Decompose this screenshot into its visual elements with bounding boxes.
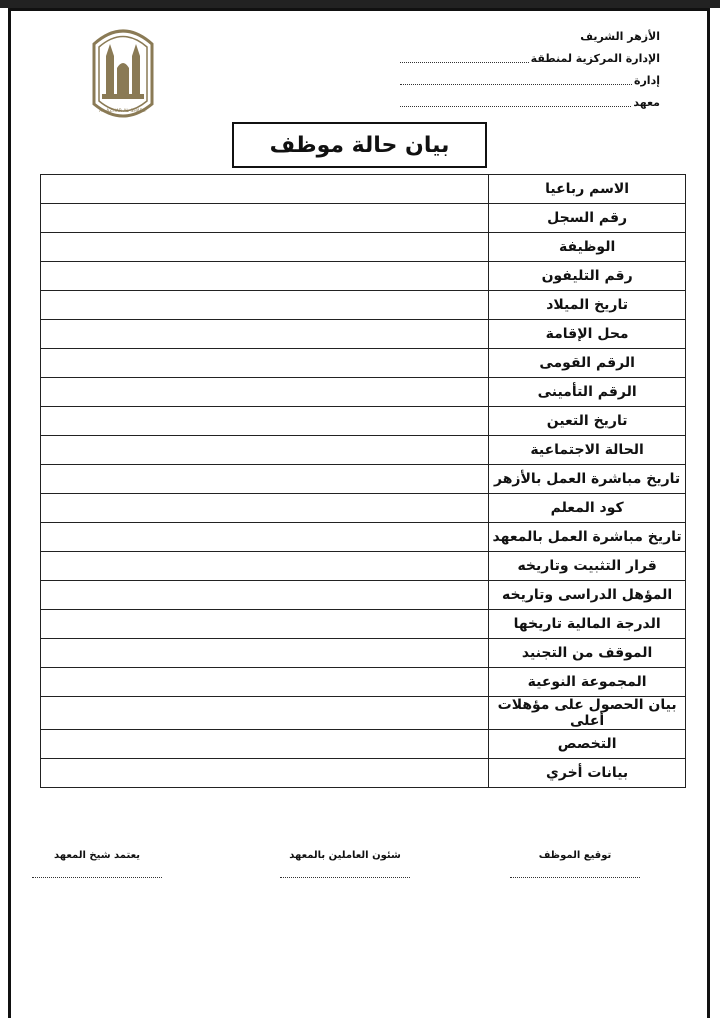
field-value[interactable]: [41, 610, 489, 639]
table-row: [41, 523, 686, 552]
institute-dotted-field: [400, 92, 631, 107]
header-block: [400, 26, 660, 114]
header-institute-line: [400, 92, 660, 114]
table-row: [41, 233, 686, 262]
employee-signature-label: توقيع الموظف: [538, 850, 612, 861]
table-row: [41, 552, 686, 581]
field-value[interactable]: [41, 759, 489, 788]
staff-affairs-signature: [280, 850, 410, 878]
field-value[interactable]: [41, 552, 489, 581]
header-institute-label: معهد: [633, 96, 660, 109]
head-approval-signature-line: [32, 875, 162, 878]
table-row: [41, 581, 686, 610]
field-value[interactable]: [41, 175, 489, 204]
table-row: [41, 610, 686, 639]
header-institution: الأزهر الشريف: [580, 30, 660, 43]
field-label: بيانات أخري: [489, 759, 686, 788]
table-row: [41, 407, 686, 436]
al-azhar-logo-icon: [82, 24, 164, 124]
field-label: رقم السجل: [489, 204, 686, 233]
field-label: الدرجة المالية تاريخها: [489, 610, 686, 639]
field-label: الموقف من التجنيد: [489, 639, 686, 668]
field-label: التخصص: [489, 730, 686, 759]
field-value[interactable]: [41, 233, 489, 262]
top-border: [0, 0, 720, 8]
field-label: الرقم القومى: [489, 349, 686, 378]
field-label: تاريخ الميلاد: [489, 291, 686, 320]
field-value[interactable]: [41, 639, 489, 668]
table-row: [41, 436, 686, 465]
header-admin-line: [400, 70, 660, 92]
table-row: [41, 175, 686, 204]
table-row: [41, 639, 686, 668]
field-label: بيان الحصول على مؤهلات أعلى: [489, 697, 686, 730]
field-value[interactable]: [41, 407, 489, 436]
table-row: [41, 320, 686, 349]
table-row: [41, 494, 686, 523]
table-row: [41, 204, 686, 233]
employee-signature-line: [510, 875, 640, 878]
head-approval-signature: [32, 850, 162, 878]
header-admin-label: إدارة: [633, 74, 660, 87]
header-institution-line: [400, 26, 660, 48]
field-label: الوظيفة: [489, 233, 686, 262]
field-value[interactable]: [41, 581, 489, 610]
field-value[interactable]: [41, 523, 489, 552]
admin-dotted-field: [400, 70, 632, 85]
field-label: قرار التثبيت وتاريخه: [489, 552, 686, 581]
central-admin-dotted-field: [400, 48, 529, 63]
field-label: الرقم التأمينى: [489, 378, 686, 407]
header-central-admin-label: الإدارة المركزية لمنطقة: [530, 52, 660, 65]
employee-signature: [510, 850, 640, 878]
table-row: [41, 349, 686, 378]
field-label: المجموعة النوعية: [489, 668, 686, 697]
table-row: [41, 759, 686, 788]
table-row: [41, 378, 686, 407]
field-value[interactable]: [41, 349, 489, 378]
table-row: [41, 262, 686, 291]
field-label: تاريخ مباشرة العمل بالمعهد: [489, 523, 686, 552]
field-value[interactable]: [41, 494, 489, 523]
table-row: [41, 465, 686, 494]
field-value[interactable]: [41, 730, 489, 759]
page-title: بيان حالة موظف: [232, 122, 487, 168]
field-label: تاريخ التعين: [489, 407, 686, 436]
field-value[interactable]: [41, 291, 489, 320]
head-approval-label: يعتمد شيخ المعهد: [54, 850, 140, 861]
table-row: [41, 668, 686, 697]
table-row: [41, 697, 686, 730]
table-row: [41, 730, 686, 759]
field-value[interactable]: [41, 465, 489, 494]
signatures-section: [40, 850, 660, 890]
field-label: كود المعلم: [489, 494, 686, 523]
field-value[interactable]: [41, 668, 489, 697]
field-label: الاسم رباعيا: [489, 175, 686, 204]
field-value[interactable]: [41, 378, 489, 407]
field-value[interactable]: [41, 697, 489, 730]
field-label: محل الإقامة: [489, 320, 686, 349]
field-value[interactable]: [41, 262, 489, 291]
field-value[interactable]: [41, 436, 489, 465]
employee-data-table: [40, 174, 686, 788]
table-row: [41, 291, 686, 320]
field-label: الحالة الاجتماعية: [489, 436, 686, 465]
staff-affairs-signature-line: [280, 875, 410, 878]
field-label: المؤهل الدراسى وتاريخه: [489, 581, 686, 610]
svg-text:AL-AZHAR AL-SHARIF: AL-AZHAR AL-SHARIF: [99, 109, 147, 114]
field-value[interactable]: [41, 320, 489, 349]
header-central-admin-line: [400, 48, 660, 70]
field-label: تاريخ مباشرة العمل بالأزهر: [489, 465, 686, 494]
field-label: رقم التليفون: [489, 262, 686, 291]
staff-affairs-label: شئون العاملين بالمعهد: [289, 850, 401, 861]
field-value[interactable]: [41, 204, 489, 233]
